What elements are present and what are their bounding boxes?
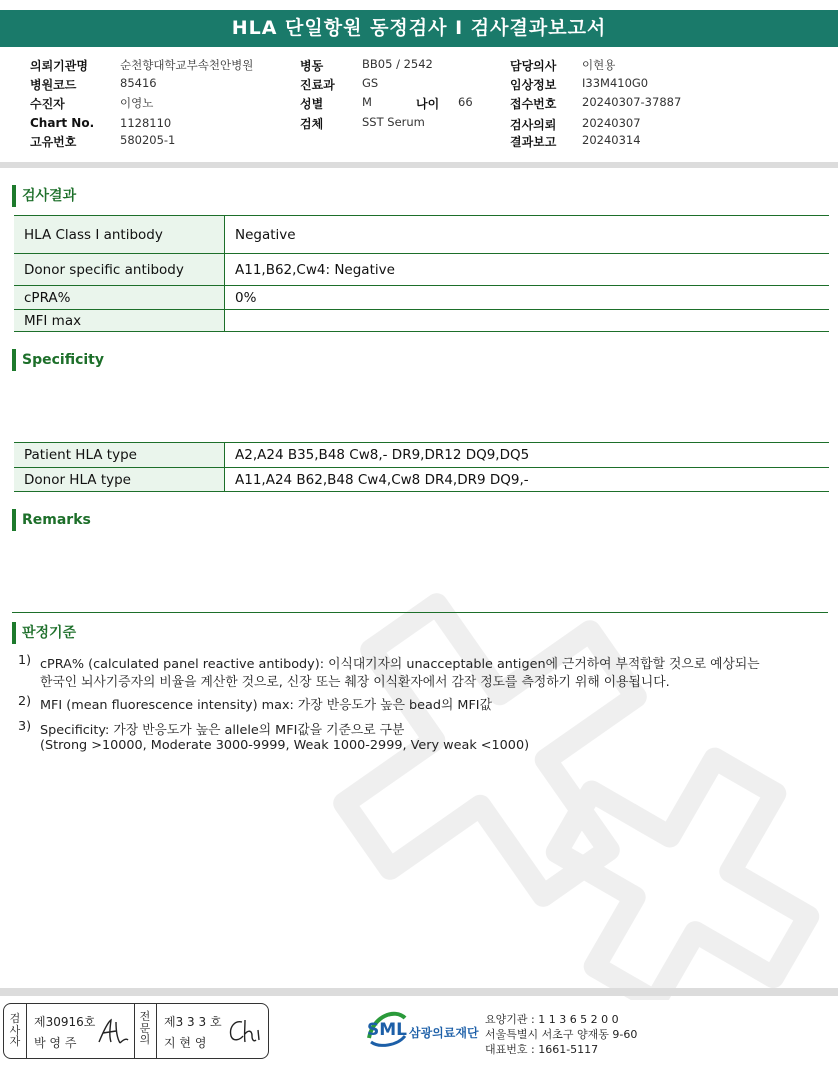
remarks-divider: [12, 612, 828, 613]
results-value: Negative: [225, 216, 830, 254]
results-row: [14, 310, 829, 332]
tester-name: 박 영 주: [34, 1036, 77, 1050]
header-field-value: BB05 / 2542: [362, 57, 433, 71]
hla-type-table: [14, 442, 829, 492]
section-remarks-heading: Remarks: [12, 509, 91, 531]
tester-cert-number: 제30916호: [34, 1015, 96, 1029]
header-field-label: 접수번호: [510, 97, 557, 111]
divider: [134, 1004, 135, 1058]
results-value: 0%: [225, 286, 830, 310]
header-field-value: 580205-1: [120, 133, 176, 147]
hla-value: A2,A24 B35,B48 Cw8,- DR9,DR12 DQ9,DQ5: [225, 443, 830, 468]
divider: [26, 1004, 27, 1058]
org-name: 삼광의료재단: [409, 1026, 479, 1040]
header-field-label: 의뢰기관명: [30, 59, 88, 73]
criteria-text: MFI (mean fluorescence intensity) max: 가장 반응도가 높은 bead의 MFI값: [40, 698, 492, 713]
age-label: 나이: [416, 97, 440, 111]
specialist-cert-number: 제3 3 3 호: [164, 1015, 222, 1029]
age-value: 66: [458, 95, 473, 109]
section-criteria-heading: 판정기준: [12, 622, 76, 644]
hla-key: Donor HLA type: [14, 468, 225, 492]
hla-key: Patient HLA type: [14, 443, 225, 468]
results-key: cPRA%: [14, 286, 225, 310]
header-field-label: Chart No.: [30, 116, 95, 130]
criteria-text: Specificity: 가장 반응도가 높은 allele의 MFI값을 기준으로 구분: [40, 723, 405, 738]
results-key: HLA Class I antibody: [14, 216, 225, 254]
criteria-number: 3): [18, 719, 32, 734]
criteria-number: 2): [18, 694, 32, 709]
criteria-number: 1): [18, 653, 32, 668]
hla-row: [14, 468, 829, 492]
header-field-value: 순천향대학교부속천안병원: [120, 58, 254, 72]
address: 서울특별시 서초구 양재동 9-60: [485, 1028, 638, 1041]
criteria-text: cPRA% (calculated panel reactive antibody): 이식대기자의 unacceptable antigen에 근거하여 부적합할 것으로 예상되는: [40, 657, 760, 672]
header-field-value: GS: [362, 76, 379, 90]
hla-row: [14, 443, 829, 468]
specialist-label: 전 문 의: [139, 1010, 151, 1046]
header-field-label: 진료과: [300, 78, 335, 92]
section-results-heading: 검사결과: [12, 185, 76, 207]
results-row: [14, 286, 829, 310]
results-row: [14, 216, 829, 254]
header-field-label: 검사의뢰: [510, 118, 557, 132]
header-field-label: 고유번호: [30, 135, 77, 149]
header-field-label: 결과보고: [510, 135, 557, 149]
header-field-label: 병동: [300, 59, 324, 73]
header-field-value: I33M410G0: [582, 76, 649, 90]
header-field-value: 20240314: [582, 133, 641, 147]
header-field-label: 임상정보: [510, 78, 557, 92]
hla-value: A11,A24 B62,B48 Cw4,Cw8 DR4,DR9 DQ9,-: [225, 468, 830, 492]
divider: [156, 1004, 157, 1058]
header-field-value: SST Serum: [362, 115, 425, 129]
results-key: Donor specific antibody: [14, 254, 225, 286]
institution-code: 요양기관 : 1 1 3 6 5 2 0 0: [485, 1013, 619, 1026]
sml-logo-text: SML: [367, 1020, 407, 1040]
tester-signature-icon: [96, 1016, 130, 1048]
header-field-value: 이영노: [120, 96, 154, 110]
criteria-text: (Strong >10000, Moderate 3000-9999, Weak 1000-2999, Very weak <1000): [40, 738, 530, 753]
header-field-value: 1128110: [120, 116, 172, 130]
criteria-text: 한국인 뇌사기증자의 비율을 계산한 것으로, 신장 또는 췌장 이식환자에서 감작 정도를 측정하기 위해 이용됩니다.: [40, 675, 670, 690]
results-table: [14, 215, 829, 332]
report-title: HLA 단일항원 동정검사 I 검사결과보고서: [0, 10, 838, 47]
results-key: MFI max: [14, 310, 225, 332]
header-field-label: 검체: [300, 117, 324, 131]
header-field-label: 담당의사: [510, 59, 557, 73]
tester-label: 검 사 자: [9, 1012, 21, 1048]
specialist-name: 지 현 영: [164, 1036, 207, 1050]
phone-number: 대표번호 : 1661-5117: [485, 1043, 599, 1056]
header-field-label: 수진자: [30, 97, 65, 111]
header-field-value: 20240307-37887: [582, 95, 682, 109]
header-field-value: 20240307: [582, 116, 641, 130]
header-field-label: 병원코드: [30, 78, 77, 92]
results-value: A11,B62,Cw4: Negative: [225, 254, 830, 286]
header-divider: [0, 162, 838, 168]
footer-divider: [0, 988, 838, 996]
signature-box: [3, 1003, 269, 1059]
header-field-label: 성별: [300, 97, 324, 111]
header-field-value: 85416: [120, 76, 157, 90]
header-field-value: M: [362, 95, 372, 109]
results-row: [14, 254, 829, 286]
specialist-signature-icon: [226, 1016, 262, 1046]
header-field-value: 이현용: [582, 58, 616, 72]
results-value: [225, 310, 830, 332]
watermark-cross-icon: [330, 560, 830, 1000]
section-specificity-heading: Specificity: [12, 349, 104, 371]
